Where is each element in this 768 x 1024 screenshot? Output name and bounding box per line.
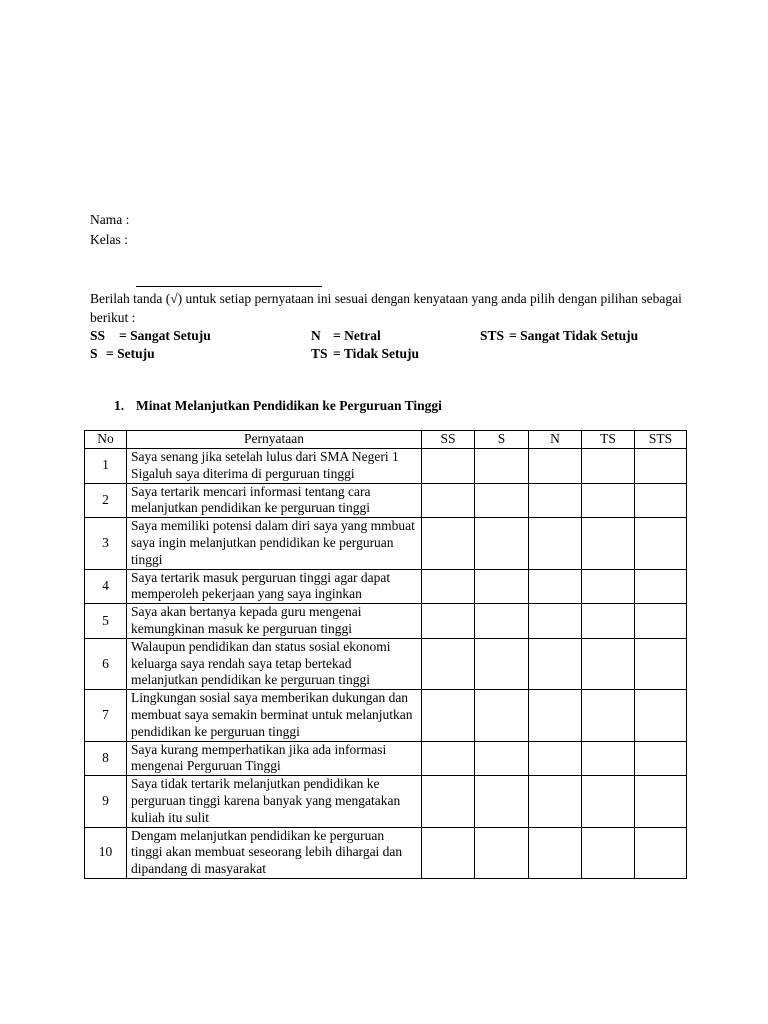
- check-cell-n[interactable]: [529, 518, 582, 569]
- instructions-text: Berilah tanda (√) untuk setiap pernyataan ini sesuai dengan kenyataan yang anda pilih dengan pilihan sebagai berikut :: [90, 291, 682, 325]
- check-cell-n[interactable]: [529, 776, 582, 827]
- check-cell-sts[interactable]: [635, 827, 687, 878]
- header-sts: STS: [635, 431, 687, 449]
- legend-sts-key: STS: [480, 328, 505, 343]
- check-cell-ss[interactable]: [422, 518, 475, 569]
- check-cell-ss[interactable]: [422, 690, 475, 741]
- section-heading: [114, 397, 442, 415]
- check-cell-ts[interactable]: [582, 483, 635, 518]
- check-cell-n[interactable]: [529, 827, 582, 878]
- check-cell-s[interactable]: [475, 483, 529, 518]
- check-cell-ts[interactable]: [582, 569, 635, 604]
- check-cell-sts[interactable]: [635, 690, 687, 741]
- check-cell-ts[interactable]: [582, 638, 635, 689]
- nama-field-label: Nama :: [90, 212, 130, 227]
- kelas-field-label: Kelas :: [90, 232, 128, 247]
- table-row: [85, 776, 687, 827]
- row-number: 5: [85, 604, 127, 639]
- header-no: No: [85, 431, 127, 449]
- check-cell-sts[interactable]: [635, 449, 687, 484]
- check-cell-ss[interactable]: [422, 638, 475, 689]
- check-cell-ts[interactable]: [582, 518, 635, 569]
- header-pernyataan: Pernyataan: [127, 431, 422, 449]
- legend-ss-text: = Sangat Setuju: [119, 328, 211, 343]
- row-statement: Saya kurang memperhatikan jika ada informasi mengenai Perguruan Tinggi: [127, 741, 422, 776]
- check-cell-sts[interactable]: [635, 741, 687, 776]
- check-cell-ts[interactable]: [582, 741, 635, 776]
- header-ss: SS: [422, 431, 475, 449]
- row-number: 4: [85, 569, 127, 604]
- row-statement: Saya senang jika setelah lulus dari SMA Negeri 1 Sigaluh saya diterima di perguruan tinggi: [127, 449, 422, 484]
- check-cell-n[interactable]: [529, 690, 582, 741]
- row-statement: Saya tidak tertarik melanjutkan pendidikan ke perguruan tinggi karena banyak yang mengatakan kuliah itu sulit: [127, 776, 422, 827]
- check-cell-n[interactable]: [529, 638, 582, 689]
- section-title: Minat Melanjutkan Pendidikan ke Perguruan Tinggi: [136, 398, 442, 413]
- table-row: [85, 741, 687, 776]
- legend-n-key: N: [311, 328, 321, 343]
- check-cell-ss[interactable]: [422, 776, 475, 827]
- legend-ts-key: TS: [311, 346, 328, 361]
- legend-ts-text: = Tidak Setuju: [333, 346, 419, 361]
- check-cell-s[interactable]: [475, 638, 529, 689]
- check-cell-ts[interactable]: [582, 690, 635, 741]
- row-number: 7: [85, 690, 127, 741]
- check-cell-sts[interactable]: [635, 638, 687, 689]
- check-cell-s[interactable]: [475, 604, 529, 639]
- header-ts: TS: [582, 431, 635, 449]
- legend-n-text: = Netral: [333, 328, 381, 343]
- header-s: S: [475, 431, 529, 449]
- separator-rule: [136, 286, 322, 287]
- check-cell-sts[interactable]: [635, 483, 687, 518]
- legend-ts: [311, 345, 419, 363]
- check-cell-n[interactable]: [529, 741, 582, 776]
- check-cell-n[interactable]: [529, 604, 582, 639]
- check-cell-n[interactable]: [529, 449, 582, 484]
- row-statement: Dengam melanjutkan pendidikan ke perguruan tinggi akan membuat seseorang lebih dihargai dan dipandang di masyarakat: [127, 827, 422, 878]
- section-number: 1.: [114, 398, 125, 413]
- table-row: [85, 569, 687, 604]
- table-header-row: [85, 431, 687, 449]
- table-row: [85, 690, 687, 741]
- check-cell-s[interactable]: [475, 827, 529, 878]
- legend-ss-key: SS: [90, 328, 106, 343]
- row-statement: Saya memiliki potensi dalam diri saya yang mmbuat saya ingin melanjutkan pendidikan ke perguruan tinggi: [127, 518, 422, 569]
- check-cell-s[interactable]: [475, 569, 529, 604]
- check-cell-n[interactable]: [529, 569, 582, 604]
- row-number: 1: [85, 449, 127, 484]
- row-number: 10: [85, 827, 127, 878]
- row-statement: Saya akan bertanya kepada guru mengenai kemungkinan masuk ke perguruan tinggi: [127, 604, 422, 639]
- legend-n: [311, 327, 381, 345]
- check-cell-ts[interactable]: [582, 776, 635, 827]
- legend-sts: [480, 327, 638, 345]
- row-statement: Saya tertarik masuk perguruan tinggi agar dapat memperoleh pekerjaan yang saya inginkan: [127, 569, 422, 604]
- table-row: [85, 638, 687, 689]
- check-cell-ts[interactable]: [582, 604, 635, 639]
- table-row: [85, 827, 687, 878]
- check-cell-ss[interactable]: [422, 449, 475, 484]
- check-cell-s[interactable]: [475, 776, 529, 827]
- table-row: [85, 449, 687, 484]
- table-row: [85, 604, 687, 639]
- check-cell-ts[interactable]: [582, 449, 635, 484]
- check-cell-ss[interactable]: [422, 483, 475, 518]
- legend-ss: [90, 327, 211, 345]
- check-cell-ss[interactable]: [422, 604, 475, 639]
- legend-s: [90, 345, 155, 363]
- row-number: 6: [85, 638, 127, 689]
- check-cell-s[interactable]: [475, 449, 529, 484]
- row-statement: Saya tertarik mencari informasi tentang cara melanjutkan pendidikan ke perguruan tinggi: [127, 483, 422, 518]
- check-cell-s[interactable]: [475, 741, 529, 776]
- check-cell-sts[interactable]: [635, 518, 687, 569]
- table-row: [85, 483, 687, 518]
- check-cell-sts[interactable]: [635, 776, 687, 827]
- check-cell-s[interactable]: [475, 690, 529, 741]
- check-cell-ss[interactable]: [422, 741, 475, 776]
- check-cell-s[interactable]: [475, 518, 529, 569]
- legend-s-key: S: [90, 346, 98, 361]
- check-cell-ss[interactable]: [422, 569, 475, 604]
- check-cell-sts[interactable]: [635, 569, 687, 604]
- header-n: N: [529, 431, 582, 449]
- check-cell-n[interactable]: [529, 483, 582, 518]
- row-statement: Lingkungan sosial saya memberikan dukungan dan membuat saya semakin berminat untuk melanjutkan pendidikan ke perguruan tinggi: [127, 690, 422, 741]
- check-cell-ts[interactable]: [582, 827, 635, 878]
- table-row: [85, 518, 687, 569]
- row-number: 2: [85, 483, 127, 518]
- legend-s-text: = Setuju: [106, 346, 155, 361]
- row-statement: Walaupun pendidikan dan status sosial ekonomi keluarga saya rendah saya tetap bertekad melanjutkan pendidikan ke perguruan tinggi: [127, 638, 422, 689]
- legend-sts-text: = Sangat Tidak Setuju: [509, 328, 639, 343]
- row-number: 9: [85, 776, 127, 827]
- row-number: 3: [85, 518, 127, 569]
- row-number: 8: [85, 741, 127, 776]
- check-cell-sts[interactable]: [635, 604, 687, 639]
- questionnaire-table: [84, 430, 687, 879]
- check-cell-ss[interactable]: [422, 827, 475, 878]
